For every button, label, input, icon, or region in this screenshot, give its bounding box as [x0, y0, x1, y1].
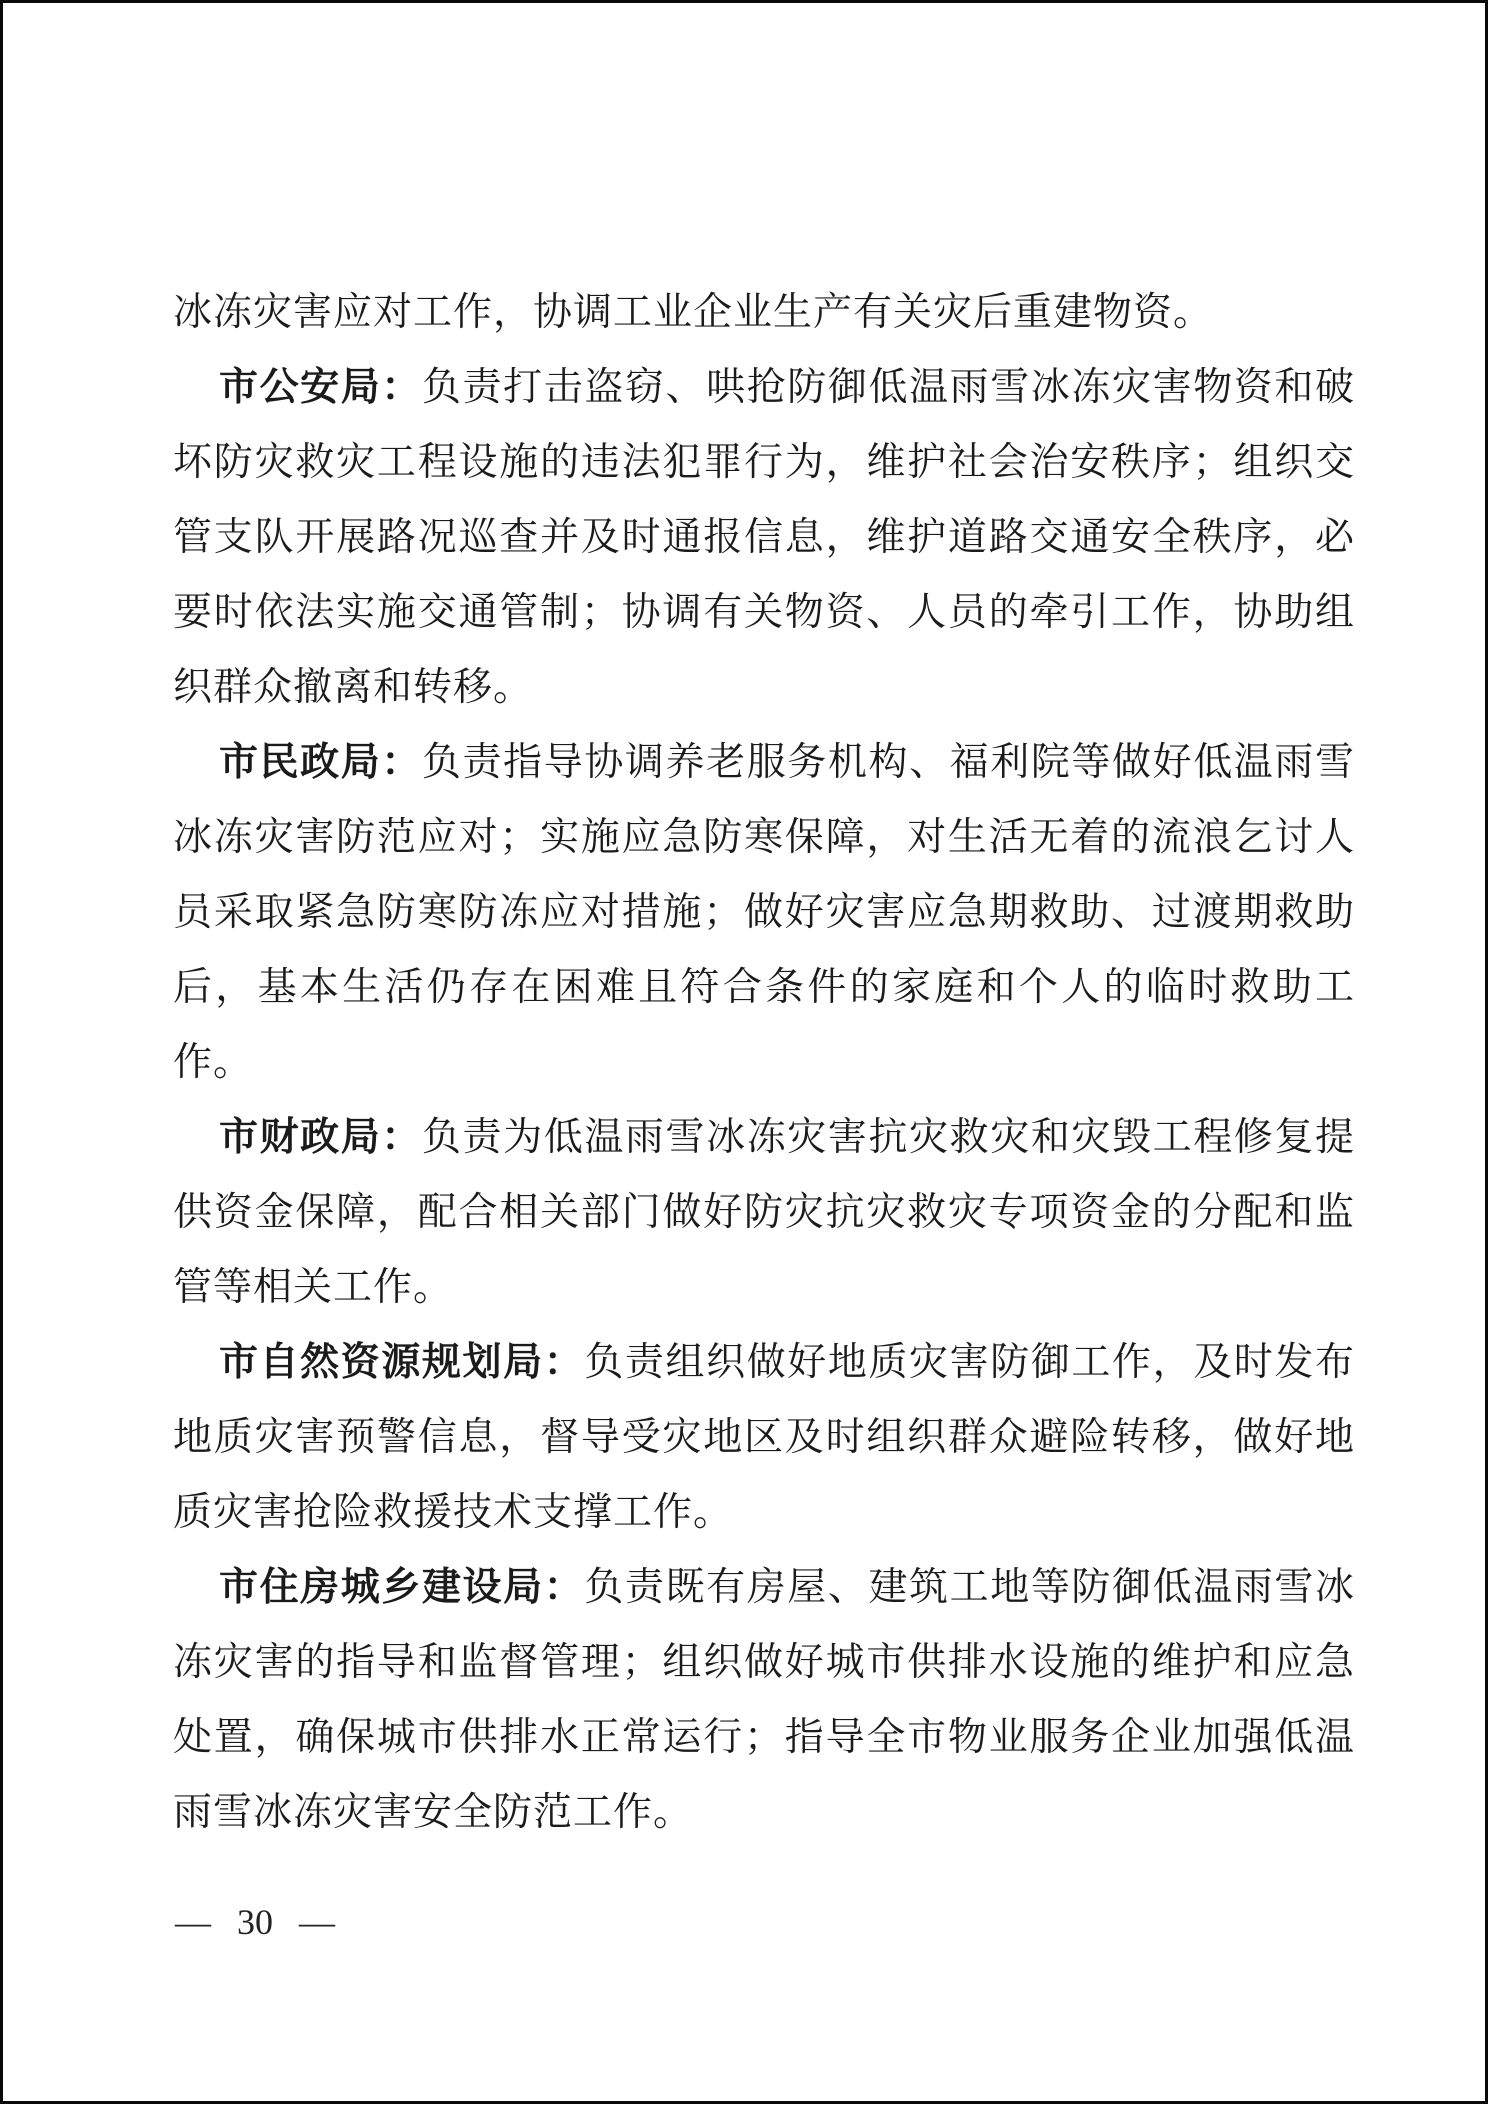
page-footer — [175, 1901, 335, 1943]
paragraph-text: 负责为低温雨雪冰冻灾害抗灾救灾和灾毁工程修复提供资金保障，配合相关部门做好防灾抗灾救灾专项资金的分配和监管等相关工作。 — [173, 1116, 1355, 1309]
footer-right-dash: — — [299, 1902, 335, 1942]
paragraph — [173, 725, 1355, 1100]
paragraph — [173, 1100, 1355, 1325]
department-name: 市公安局： — [219, 366, 422, 409]
page-number: 30 — [237, 1902, 273, 1942]
paragraph-text: 负责既有房屋、建筑工地等防御低温雨雪冰冻灾害的指导和监督管理；组织做好城市供排水设施的维护和应急处置，确保城市供排水正常运行；指导全市物业服务企业加强低温雨雪冰冻灾害安全防范工作。 — [173, 1566, 1355, 1834]
department-name: 市财政局： — [219, 1116, 422, 1159]
document-body — [3, 3, 1485, 1850]
department-name: 市民政局： — [219, 741, 422, 784]
paragraph-text: 负责组织做好地质灾害防御工作，及时发布地质灾害预警信息，督导受灾地区及时组织群众避险转移，做好地质灾害抢险救援技术支撑工作。 — [173, 1341, 1355, 1534]
paragraph-text: 冰冻灾害应对工作，协调工业企业生产有关灾后重建物资。 — [173, 291, 1214, 334]
paragraph — [173, 350, 1355, 725]
department-name: 市住房城乡建设局： — [219, 1566, 585, 1609]
paragraph-text: 负责指导协调养老服务机构、福利院等做好低温雨雪冰冻灾害防范应对；实施应急防寒保障，对生活无着的流浪乞讨人员采取紧急防寒防冻应对措施；做好灾害应急期救助、过渡期救助后，基本生活仍存在困难且符合条件的家庭和个人的临时救助工作。 — [173, 741, 1355, 1084]
paragraph — [173, 1325, 1355, 1550]
paragraph-text: 负责打击盗窃、哄抢防御低温雨雪冰冻灾害物资和破坏防灾救灾工程设施的违法犯罪行为，维护社会治安秩序；组织交管支队开展路况巡查并及时通报信息，维护道路交通安全秩序，必要时依法实施交通管制；协调有关物资、人员的牵引工作，协助组织群众撤离和转移。 — [173, 366, 1355, 709]
department-name: 市自然资源规划局： — [219, 1341, 585, 1384]
footer-left-dash: — — [175, 1902, 211, 1942]
paragraph — [173, 275, 1355, 350]
paragraph — [173, 1550, 1355, 1850]
